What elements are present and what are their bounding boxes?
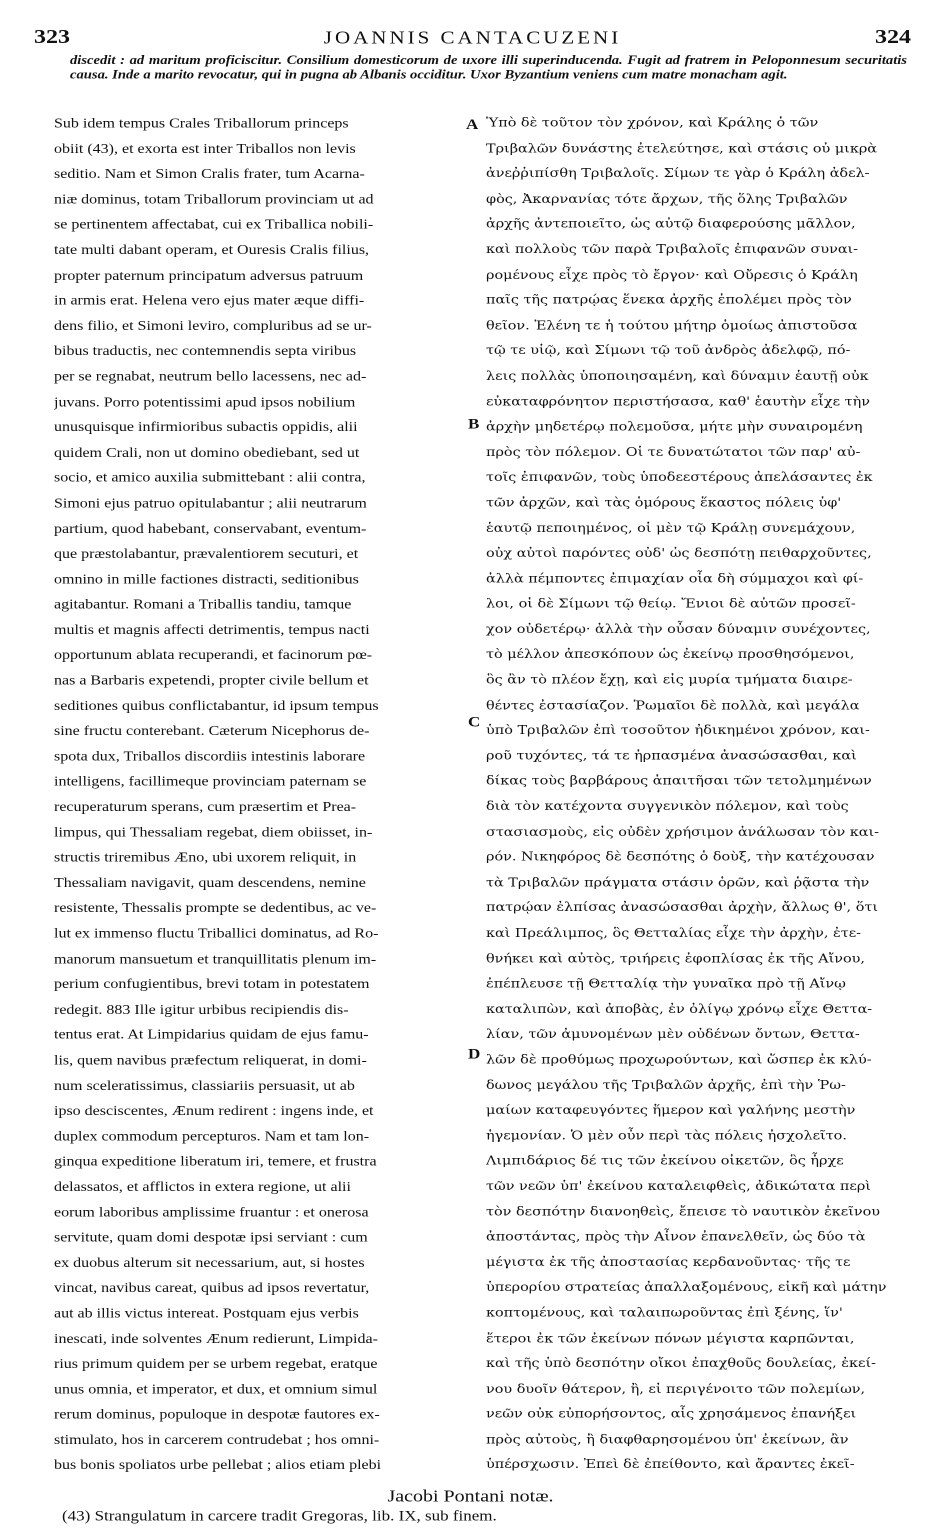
- latin-line: rius primum quidem per se urbem regebat, eratque: [54, 1356, 378, 1372]
- latin-line: ipso desciscentes, Ænum redirent : ingens inde, et: [54, 1103, 374, 1119]
- greek-line: στασιασμοὺς, εἰς οὐδὲν χρήσιμον ἀνάλωσαν τὸν και-: [486, 825, 880, 839]
- greek-line: φὸς, Ἀκαρνανίας τότε ἄρχων, τῆς ὅλης Τριβαλῶν: [486, 192, 848, 207]
- latin-line: redegit. 883 Ille igitur urbibus recipiendis dis-: [54, 1002, 349, 1018]
- section-marker-a: A: [466, 116, 479, 133]
- greek-line: καταλιπὼν, καὶ ἀποβὰς, ἐν ὀλίγῳ χρόνῳ εἶχε Θεττα-: [486, 1002, 873, 1017]
- greek-line: διὰ τὸν κατέχοντα συγγενικὸν πόλεμον, καὶ τοὺς: [486, 799, 849, 814]
- greek-line: χον οὐδετέρῳ· ἀλλὰ τὴν οὖσαν δύναμιν συνέχοντες,: [486, 622, 871, 637]
- greek-line: ὑπέρσχωσιν. Ἐπεὶ δὲ ἐπείθοντο, καὶ ἄραντες ἐκεῖ-: [486, 1458, 855, 1472]
- latin-line: lis, quem navibus præfectum reliquerat, in domi-: [54, 1053, 367, 1068]
- latin-line: Sub idem tempus Crales Triballorum princeps: [54, 116, 349, 131]
- latin-line: se pertinentem affectabat, cui ex Triballica nobili-: [54, 217, 374, 233]
- latin-line: dens filio, et Simoni leviro, compluribus ad se ur-: [54, 318, 372, 334]
- latin-line: partium, quod habebant, conservabant, eventum-: [54, 521, 367, 537]
- greek-line: ἀρχὴν μηδετέρῳ πολεμοῦσα, μήτε μὴν συναιρομένη: [486, 420, 863, 434]
- latin-line: intelligens, facillimeque provinciam paternam se: [54, 774, 367, 790]
- greek-line: δίκας τοὺς βαρβάρους ἀπαιτῆσαι τῶν τετολμημένων: [486, 774, 872, 789]
- latin-line: resistente, Thessalis prompte se dedentibus, ac ve-: [54, 901, 377, 916]
- latin-line: recuperaturum sperans, cum præsertim et Prea-: [54, 799, 357, 815]
- latin-line: rerum dominus, populoque in despotæ fautores ex-: [54, 1407, 380, 1423]
- latin-line: delassatos, et afflictos in extera regione, ut alii: [54, 1179, 351, 1195]
- greek-line: λεις πολλὰς ὑποποιησαμένη, καὶ δύναμιν ἑαυτῇ οὐκ: [486, 369, 869, 384]
- right-page-number: 324: [875, 25, 911, 48]
- latin-line: duplex commodum percepturos. Nam et tam lon-: [54, 1129, 370, 1144]
- greek-line: εὐκαταφρόνητον περιστήσασα, καθ' ἑαυτὴν εἶχε τὴν: [486, 394, 870, 409]
- greek-line: νου δυοῖν θάτερον, ἢ, εἰ περιγένοιτο τῶν πολεμίων,: [486, 1382, 866, 1396]
- greek-line: ὃς ἂν τὸ πλέον ἔχῃ, καὶ εἰς μυρία τμήματα διαιρε-: [486, 673, 853, 688]
- section-marker-c: C: [468, 713, 481, 730]
- latin-line: seditio. Nam et Simon Cralis frater, tum Acarna-: [54, 166, 365, 182]
- latin-line: tate multi dabant operam, et Ouresis Cralis filius,: [54, 242, 370, 258]
- greek-line: τὸ μέλλον ἀπεσκόπουν ὡς ἐκείνῳ προσθησόμενοι,: [486, 648, 855, 662]
- latin-line: propter paternum principatum adversus patruum: [54, 268, 364, 283]
- greek-line: τοῖς ἐπιφανῶν, τοὺς ὑποδεεστέρους ἀπελάσαντες ἐκ: [486, 470, 873, 485]
- greek-line: πρὸς αὐτοὺς, ἢ διαφθαρησομένου ὑπ' ἐκείνων, ἂν: [486, 1432, 849, 1447]
- latin-line: lut ex immenso fluctu Triballici dominatus, ad Ro-: [54, 926, 379, 942]
- latin-line: stimulato, hos in carcerem contrudebat ; hos omni-: [54, 1432, 380, 1448]
- latin-line: structis triremibus Æno, ubi uxorem reliquit, in: [54, 850, 357, 866]
- greek-line: ἀνεῤῥιπίσθη Τριβαλοῖς. Σίμων τε γὰρ ὁ Κράλη ἀδελ-: [486, 166, 870, 181]
- running-head: JOANNIS CANTACUZENI: [323, 27, 622, 48]
- latin-line: nas a Barbaris expetendi, propter civile bellum et: [54, 673, 369, 688]
- greek-line: ἕτεροι ἐκ τῶν ἐκείνων πόνων μέγιστα καρπῶνται,: [486, 1331, 855, 1346]
- greek-line: ὑπὸ Τριβαλῶν ἐπὶ τοσοῦτον ἠδικημένοι χρόνον, και-: [486, 724, 870, 738]
- left-page-number: 323: [34, 25, 70, 48]
- latin-line: ginqua expeditione liberatum iri, temere, et frustra: [54, 1154, 377, 1169]
- latin-line: manorum mansuetum et tranquillitatis plenum im-: [54, 951, 377, 967]
- greek-line: λοι, οἱ δὲ Σίμωνι τῷ θείῳ. Ἔνιοι δὲ αὐτῶν προσεῖ-: [486, 597, 856, 612]
- greek-line: πρὸς τὸν πόλεμον. Οἱ τε δυνατώτατοι τῶν παρ' αὐ-: [486, 445, 861, 460]
- latin-column: [54, 111, 468, 1480]
- section-marker-b: B: [468, 415, 480, 433]
- latin-line: Thessaliam navigavit, quam descendens, nemine: [54, 875, 366, 891]
- greek-line: Λιμπιδάριος δέ τις τῶν ἐκείνου οἰκετῶν, ὃς ἦρχε: [486, 1154, 844, 1169]
- latin-line: per se regnabat, neutrum bello lacessens, nec ad-: [54, 369, 367, 385]
- latin-line: eorum laboribus amplissime fruantur : et onerosa: [54, 1205, 369, 1220]
- latin-line: multis et magnis affecti detrimentis, tempus nacti: [54, 622, 370, 638]
- latin-line: tentus erat. At Limpidarius quidam de ejus famu-: [54, 1027, 369, 1043]
- greek-line: τὰ Τριβαλῶν πράγματα στάσιν ὁρῶν, καὶ ῥᾷστα τὴν: [486, 875, 870, 890]
- greek-line: μέγιστα ἐκ τῆς ἀποστασίας κερδανοῦντας· τῆς τε: [486, 1255, 851, 1270]
- greek-line: πατρῴαν ἐλπίσας ἀνασώσασθαι ἀρχὴν, ἄλλως θ', ὅτι: [486, 901, 878, 915]
- latin-line: vincat, navibus careat, quibus ad ipsos revertatur,: [54, 1281, 370, 1296]
- greek-line: παῖς τῆς πατρῴας ἕνεκα ἀρχῆς ἐπολέμει πρὸς τὸν: [486, 293, 852, 308]
- latin-line: que præstolabantur, prævalentiorem secuturi, et: [54, 546, 359, 562]
- greek-line: ἀρχῆς ἀντεποιεῖτο, ὡς αὐτῷ διαφερούσης μᾶλλον,: [486, 217, 856, 232]
- greek-line: καὶ τῆς ὑπὸ δεσπότην οἴκοι ἐπαχθοῦς δουλείας, ἐκεί-: [486, 1356, 876, 1371]
- latin-line: Simoni ejus patruo opitulabantur ; alii neutrarum: [54, 496, 367, 511]
- latin-line: inescati, inde solventes Ænum redierunt, Limpida-: [54, 1331, 378, 1347]
- latin-line: niæ dominus, totam Triballorum provinciam ut ad: [54, 192, 374, 207]
- latin-line: omnino in mille factiones distracti, seditionibus: [54, 572, 359, 587]
- greek-line: θνήκει καὶ αὐτὸς, τριήρεις ἐφοπλίσας ἐκ τῆς Αἴνου,: [486, 951, 865, 966]
- chapter-summary: discedit : ad maritum proficiscitur. Consilium domesticorum de uxore illi superinducenda. Fugit ad fratrem in Peloponnesum securitatis causa. Inde a marito revocatur, qui in pugna ab Albanis occiditur. Uxor Byzantium veniens cum matre monacham agit.: [70, 53, 907, 83]
- latin-line: socio, et amico auxilia submittebant : alii contra,: [54, 470, 366, 486]
- latin-line: servitute, quam domi despotæ ipsi serviant : cum: [54, 1230, 368, 1245]
- greek-line: καὶ πολλοὺς τῶν παρὰ Τριβαλοῖς ἐπιφανῶν συναι-: [486, 242, 859, 257]
- latin-line: seditiones quibus conflictabantur, id ipsum tempus: [54, 698, 379, 714]
- greek-line: λῶν δὲ προθύμως προχωρούντων, καὶ ὥσπερ ἐκ κλύ-: [486, 1053, 872, 1067]
- latin-line: juvans. Porro potentissimi apud ipsos nobilium: [54, 394, 356, 410]
- latin-line: ex duobus alterum sit necessarium, aut, si hostes: [54, 1255, 365, 1271]
- greek-line: ἐπέπλευσε τῇ Θετταλίᾳ τὴν γυναῖκα πρὸ τῇ Αἴνῳ: [486, 977, 846, 991]
- latin-line: bibus traductis, nec contemnendis septa viribus: [54, 344, 357, 359]
- latin-line: unusquisque infirmioribus subactis oppidis, alii: [54, 420, 358, 435]
- greek-line: λίαν, τῶν ἀμυνομένων μὲν οὐδένων ὄντων, Θεττα-: [486, 1027, 860, 1042]
- greek-line: νεῶν οὐκ εὐπορήσοντος, αἷς χρησάμενος ἐπανήξει: [486, 1407, 857, 1422]
- latin-line: opportunum ablata recuperandi, et facinorum pœ-: [54, 648, 373, 663]
- greek-line: ἡγεμονίαν. Ὁ μὲν οὖν περὶ τὰς πόλεις ἠσχολεῖτο.: [486, 1129, 847, 1143]
- latin-line: in armis erat. Helena vero ejus mater æque diffi-: [54, 293, 365, 309]
- page-header: [34, 26, 911, 52]
- greek-line: θεῖον. Ἑλένη τε ἡ τούτου μήτηρ ὁμοίως ἀπιστοῦσα: [486, 318, 858, 333]
- greek-line: θέντες ἐστασίαζον. Ῥωμαῖοι δὲ πολλὰ, καὶ μεγάλα: [486, 698, 860, 713]
- latin-line: agitabantur. Romani a Triballis tandiu, tamque: [54, 597, 352, 612]
- greek-line: ρομένους εἶχε πρὸς τὸ ἔργον· καὶ Οὔρεσις ὁ Κράλη: [486, 268, 858, 282]
- notes-title: Jacobi Pontani notæ.: [387, 1486, 554, 1506]
- greek-column: [486, 111, 906, 1480]
- greek-line: ροῦ τυχόντες, τά τε ἡρπασμένα ἀνασώσασθαι, καὶ: [486, 749, 857, 764]
- footnote: (43) Strangulatum in carcere tradit Gregoras, lib. IX, sub finem.: [62, 1507, 497, 1524]
- latin-line: aut ab illis victus intereat. Postquam ejus verbis: [54, 1306, 359, 1321]
- greek-line: Ὑπὸ δὲ τοῦτον τὸν χρόνον, καὶ Κράλης ὁ τῶν: [486, 116, 819, 131]
- greek-line: δωνος μεγάλου τῆς Τριβαλῶν ἀρχῆς, ἐπὶ τὴν Ῥω-: [486, 1078, 846, 1093]
- greek-line: τῷ τε υἱῷ, καὶ Σίμωνι τῷ τοῦ ἀνδρὸς ἀδελφῷ, πό-: [486, 344, 851, 358]
- greek-line: ἑαυτῷ πεποιημένος, οἱ μὲν τῷ Κράλῃ συνεμάχουν,: [486, 521, 856, 536]
- latin-line: obiit (43), et exorta est inter Triballos non levis: [54, 141, 356, 157]
- greek-line: ὑπερορίου στρατείας ἀπαλλαξομένους, εἰκῆ καὶ μάτην: [486, 1281, 887, 1295]
- latin-line: spota dux, Triballos discordiis intestinis laborare: [54, 749, 366, 764]
- greek-line: οὐχ αὐτοὶ παρόντες οὐδ' ὡς δεσπότῃ πειθαρχοῦντες,: [486, 546, 872, 561]
- latin-line: bus bonis spoliatos urbe pellebat ; alios etiam plebi: [54, 1458, 382, 1473]
- latin-line: quidem Crali, non ut domino obediebant, sed ut: [54, 445, 360, 461]
- greek-line: τῶν νεῶν ὑπ' ἐκείνου καταλειφθεὶς, ἀδικώτατα περὶ: [486, 1179, 871, 1194]
- latin-line: perium confugientibus, brevi totam in potestatem: [54, 977, 370, 992]
- greek-line: ἀποστάντας, πρὸς τὴν Αἶνον ἐπανελθεῖν, ὡς δύο τὰ: [486, 1230, 866, 1245]
- latin-line: sine fructu conterebant. Cæterum Nicephorus de-: [54, 724, 370, 739]
- greek-line: ἀλλὰ πέμποντες ἐπιμαχίαν οἷα δὴ σύμμαχοι καὶ φί-: [486, 572, 864, 586]
- greek-line: τῶν ἀρχῶν, καὶ τὰς ὁμόρους ἕκαστος πόλεις ὑφ': [486, 496, 842, 510]
- greek-line: κοπτομένους, καὶ ταλαιπωροῦντας ἐπὶ ξένης, ἵν': [486, 1306, 843, 1321]
- greek-line: Τριβαλῶν δυνάστης ἐτελεύτησε, καὶ στάσις οὐ μικρὰ: [486, 141, 877, 156]
- greek-line: μαίων καταφευγόντες ἥμερον καὶ γαλήνης μεστὴν: [486, 1103, 856, 1118]
- latin-line: limpus, qui Thessaliam regebat, diem obiisset, in-: [54, 825, 373, 840]
- greek-line: καὶ Πρεάλιμπος, ὃς Θετταλίας εἶχε τὴν ἀρχὴν, ἐτε-: [486, 926, 862, 941]
- greek-line: τὸν δεσπότην διανοηθεὶς, ἔπεισε τὸ ναυτικὸν ἐκεῖνου: [486, 1205, 881, 1219]
- section-marker-d: D: [468, 1045, 481, 1062]
- latin-line: unus omnia, et imperator, et dux, et omnium simul: [54, 1382, 378, 1397]
- greek-line: ρόν. Νικηφόρος δὲ δεσπότης ὁ δοὺξ, τὴν κατέχουσαν: [486, 850, 875, 865]
- latin-line: num sceleratissimus, classiariis persuasit, ut ab: [54, 1078, 355, 1094]
